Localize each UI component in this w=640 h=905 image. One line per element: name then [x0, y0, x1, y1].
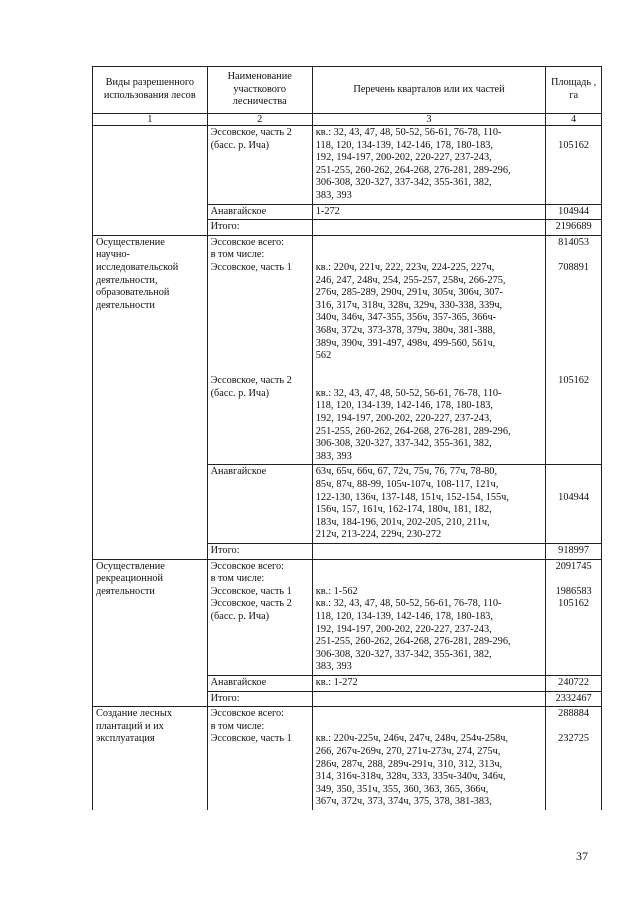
- page-number: 37: [576, 849, 588, 863]
- quarters-cell: [312, 544, 545, 560]
- quarters-cell: кв.: 1-272: [312, 675, 545, 691]
- column-number-row: [93, 114, 602, 126]
- forestry-name-cell: Анавгайское: [207, 465, 312, 544]
- quarters-cell: 63ч, 65ч, 66ч, 67, 72ч, 75ч, 76, 77ч, 78-80, 85ч, 87ч, 88-99, 105ч-107ч, 108-117, 121ч, 122-130, 136ч, 137-148, 151ч, 152-154, 155ч, 156ч, 157, 161ч, 162-174, 180ч, 181, 182, 183ч, 184-196, 201ч, 202-205, 210, 211ч, 212ч, 213-224, 229ч, 230-272: [312, 465, 545, 544]
- header-quarters-list: Перечень кварталов или их частей: [312, 67, 545, 114]
- table-row: [93, 126, 602, 205]
- total-label: Итого:: [207, 220, 312, 236]
- total-area: 2196689: [546, 220, 602, 236]
- table-header-row: [93, 67, 602, 114]
- quarters-cell: [312, 691, 545, 707]
- column-number: 3: [312, 114, 545, 126]
- forestry-name-cell: Анавгайское: [207, 675, 312, 691]
- area-cell: 814053 708891 105162: [546, 235, 602, 465]
- area-cell: 240722: [546, 675, 602, 691]
- forestry-name-cell: Эссовское всего: в том числе: Эссовское, часть 1: [207, 707, 312, 810]
- area-cell: 105162: [546, 126, 602, 205]
- forestry-name-cell: Эссовское всего: в том числе: Эссовское, часть 1 Эссовское, часть 2 (басс. р. Ича): [207, 235, 312, 465]
- header-use-type: Виды разрешенного использования лесов: [93, 67, 208, 114]
- total-label: Итого:: [207, 544, 312, 560]
- table-row: [93, 235, 602, 465]
- forest-use-table: [92, 66, 602, 810]
- table-row: [93, 559, 602, 675]
- column-number: 4: [546, 114, 602, 126]
- total-area: 2332467: [546, 691, 602, 707]
- quarters-cell: кв.: 220ч, 221ч, 222, 223ч, 224-225, 227ч, 246, 247, 248ч, 254, 255-257, 258ч, 266-275, 276ч, 285-289, 290ч, 291ч, 305ч, 306ч, 307- 316, 317ч, 318ч, 328ч, 329ч, 330-338, 339ч, 340ч, 346ч, 347-355, 356ч, 357-365, 366ч- 368ч, 372ч, 373-378, 379ч, 380ч, 381-388, 389ч, 390ч, 391-497, 498ч, 499-560, 561ч, 562 кв.: 32, 43, 47, 48, 50-52, 56-61, 76-78, 110- 118, 120, 134-139, 142-146, 178, 180-183, 192, 194-197, 200-202, 220-227, 237-243, 251-255, 260-262, 264-268, 276-281, 289-296, 306-308, 320-327, 337-342, 355-361, 382, 383, 393: [312, 235, 545, 465]
- forestry-name-cell: Эссовское, часть 2 (басс. р. Ича): [207, 126, 312, 205]
- column-number: 2: [207, 114, 312, 126]
- area-cell: 104944: [546, 204, 602, 220]
- use-type-cell: Создание лесных плантаций и их эксплуатация: [93, 707, 208, 810]
- total-label: Итого:: [207, 691, 312, 707]
- quarters-cell: [312, 220, 545, 236]
- area-cell: 288884 232725: [546, 707, 602, 810]
- quarters-cell: кв.: 220ч-225ч, 246ч, 247ч, 248ч, 254ч-258ч, 266, 267ч-269ч, 270, 271ч-273ч, 274, 275ч, 286ч, 287ч, 288, 289ч-291ч, 310, 312, 313ч, 314, 316ч-318ч, 328ч, 333, 335ч-340ч, 346ч, 349, 350, 351ч, 355, 360, 363, 365, 366ч, 367ч, 372ч, 373, 374ч, 375, 378, 381-383,: [312, 707, 545, 810]
- forestry-name-cell: Анавгайское: [207, 204, 312, 220]
- total-area: 918997: [546, 544, 602, 560]
- header-forestry-name: Наименование участкового лесничества: [207, 67, 312, 114]
- forestry-name-cell: Эссовское всего: в том числе: Эссовское, часть 1 Эссовское, часть 2 (басс. р. Ича): [207, 559, 312, 675]
- table-row: [93, 707, 602, 810]
- quarters-cell: кв.: 32, 43, 47, 48, 50-52, 56-61, 76-78, 110- 118, 120, 134-139, 142-146, 178, 180-183, 192, 194-197, 200-202, 220-227, 237-243, 251-255, 260-262, 264-268, 276-281, 289-296, 306-308, 320-327, 337-342, 355-361, 382, 383, 393: [312, 126, 545, 205]
- header-area: Площадь , га: [546, 67, 602, 114]
- area-cell: 104944: [546, 465, 602, 544]
- area-cell: 2091745 1986583 105162: [546, 559, 602, 675]
- quarters-cell: 1-272: [312, 204, 545, 220]
- quarters-cell: кв.: 1-562 кв.: 32, 43, 47, 48, 50-52, 56-61, 76-78, 110- 118, 120, 134-139, 142-146, 178, 180-183, 192, 194-197, 200-202, 220-227, 237-243, 251-255, 260-262, 264-268, 276-281, 289-296, 306-308, 320-327, 337-342, 355-361, 382, 383, 393: [312, 559, 545, 675]
- use-type-cell: [93, 126, 208, 236]
- column-number: 1: [93, 114, 208, 126]
- use-type-cell: Осуществление рекреационной деятельности: [93, 559, 208, 707]
- use-type-cell: Осуществление научно- исследовательской деятельности, образовательной деятельности: [93, 235, 208, 559]
